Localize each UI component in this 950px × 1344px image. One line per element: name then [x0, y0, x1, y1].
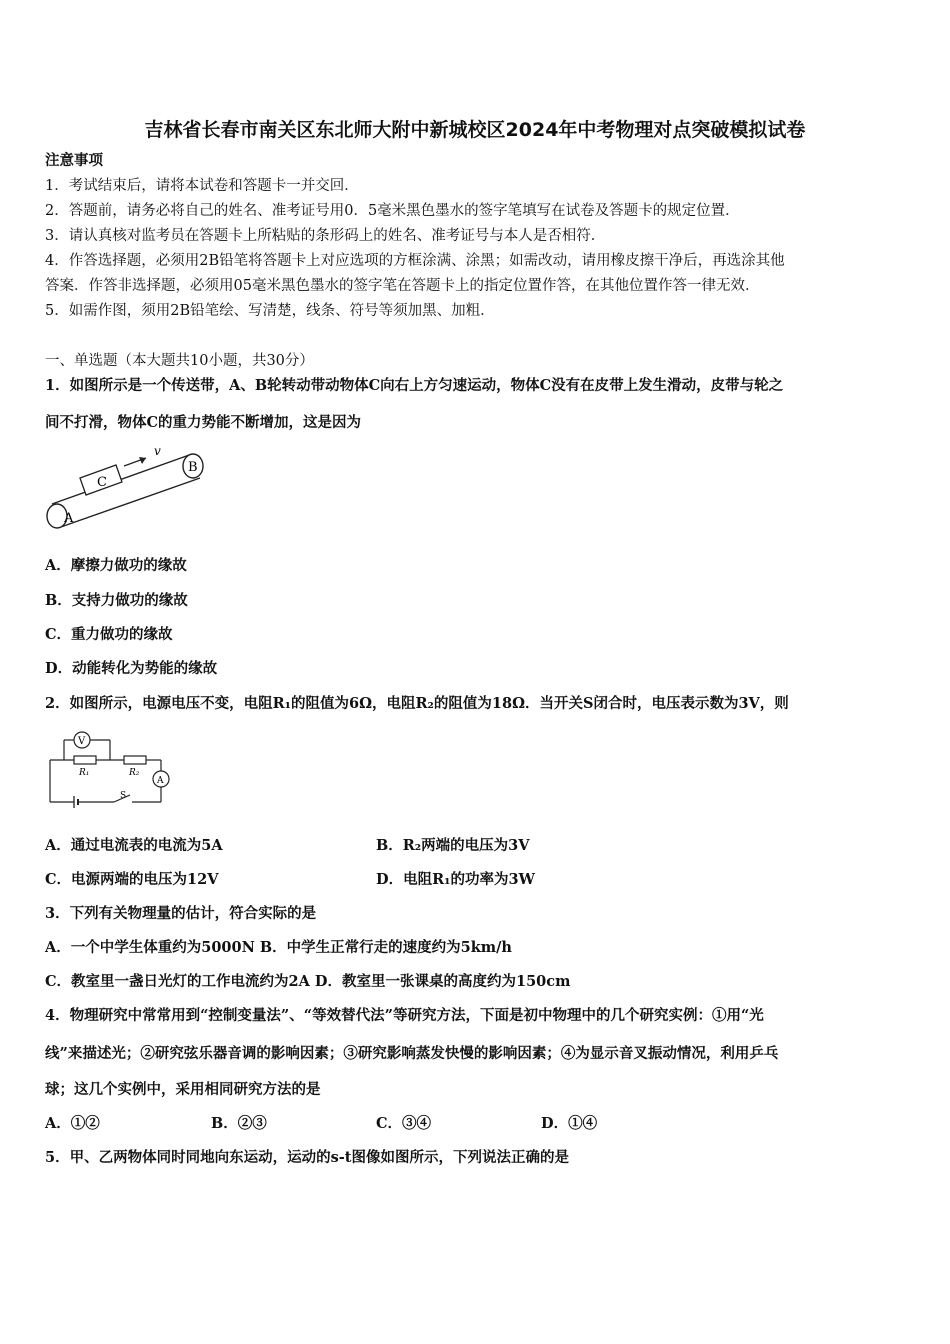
notice-item: 答案．作答非选择题，必须用05毫米黑色墨水的签字笔在答题卡上的指定位置作答，在其他位置作答一律无效． — [45, 278, 760, 294]
notice-item: 5．如需作图，须用2B铅笔绘、写清楚，线条、符号等须加黑、加粗． — [45, 303, 495, 319]
page-title: 吉林省长春市南关区东北师大附中新城校区2024年中考物理对点突破模拟试卷 — [144, 119, 806, 141]
q4-option-d: D．①④ — [541, 1115, 598, 1132]
label-v: V — [78, 736, 86, 747]
q4-option-a: A．①② — [45, 1115, 100, 1132]
q5-stem: 5．甲、乙两物体同时同地向东运动，运动的s-t图像如图所示，下列说法正确的是 — [45, 1149, 569, 1166]
q3-options-ab: A．一个中学生体重约为5000N B．中学生正常行走的速度约为5km/h — [45, 939, 512, 956]
q2-option-a: A．通过电流表的电流为5A — [45, 837, 223, 854]
q1-option-b: B．支持力做功的缘故 — [45, 592, 188, 609]
label-a: A — [157, 776, 164, 786]
notice-item: 2．答题前，请务必将自己的姓名、准考证号用0．5毫米黑色墨水的签字笔填写在试卷及答题卡的规定位置． — [45, 203, 740, 219]
q4-stem: 4．物理研究中常常用到“控制变量法”、“等效替代法”等研究方法，下面是初中物理中的几个研究实例：①用“光 — [45, 1007, 764, 1024]
notice-item: 1．考试结束后，请将本试卷和答题卡一并交回． — [45, 178, 359, 194]
resistor-r2 — [124, 756, 146, 764]
label-r1: R₁ — [79, 768, 90, 778]
q2-option-c: C．电源两端的电压为12V — [45, 871, 219, 888]
q4-stem-cont: 线”来描述光；②研究弦乐器音调的影响因素；③研究影响蒸发快慢的影响因素；④为显示音叉振动情况，利用乒乓 — [45, 1045, 779, 1062]
circuit-figure — [44, 722, 174, 814]
resistor-r1 — [74, 756, 96, 764]
q3-stem: 3．下列有关物理量的估计，符合实际的是 — [45, 905, 317, 922]
section-heading: 一、单选题（本大题共10小题，共30分） — [45, 353, 314, 369]
q4-stem-cont: 球；这几个实例中，采用相同研究方法的是 — [45, 1081, 321, 1098]
q1-option-d: D．动能转化为势能的缘故 — [45, 660, 218, 677]
q1-option-a: A．摩擦力做功的缘故 — [45, 557, 187, 574]
q2-option-b: B．R₂两端的电压为3V — [376, 837, 530, 854]
label-r2: R₂ — [129, 768, 140, 778]
label-c: C — [97, 475, 107, 490]
label-s: S — [120, 791, 127, 801]
q4-option-b: B．②③ — [211, 1115, 267, 1132]
label-b: B — [188, 460, 198, 475]
label-v: v — [154, 444, 161, 458]
q2-option-d: D．电阻R₁的功率为3W — [376, 871, 535, 888]
label-a: A — [64, 511, 74, 526]
q2-stem: 2．如图所示，电源电压不变，电阻R₁的阻值为6Ω，电阻R₂的阻值为18Ω．当开关S闭合时，电压表示数为3V，则 — [45, 695, 789, 712]
q1-option-c: C．重力做功的缘故 — [45, 626, 173, 643]
conveyor-belt-figure — [42, 442, 217, 534]
notice-item: 3．请认真核对监考员在答题卡上所粘贴的条形码上的姓名、准考证号与本人是否相符． — [45, 228, 606, 244]
notice-heading: 注意事项 — [45, 152, 103, 169]
q1-stem-cont: 间不打滑，物体C的重力势能不断增加，这是因为 — [45, 414, 362, 431]
notice-item: 4．作答选择题，必须用2B铅笔将答题卡上对应选项的方框涂满、涂黑；如需改动，请用橡皮擦干净后，再选涂其他 — [45, 253, 785, 269]
q3-options-cd: C．教室里一盏日光灯的工作电流约为2A D．教室里一张课桌的高度约为150cm — [45, 973, 571, 990]
q1-stem: 1．如图所示是一个传送带，A、B轮转动带动物体C向右上方匀速运动，物体C没有在皮带上发生滑动，皮带与轮之 — [45, 377, 784, 394]
q4-option-c: C．③④ — [376, 1115, 432, 1132]
